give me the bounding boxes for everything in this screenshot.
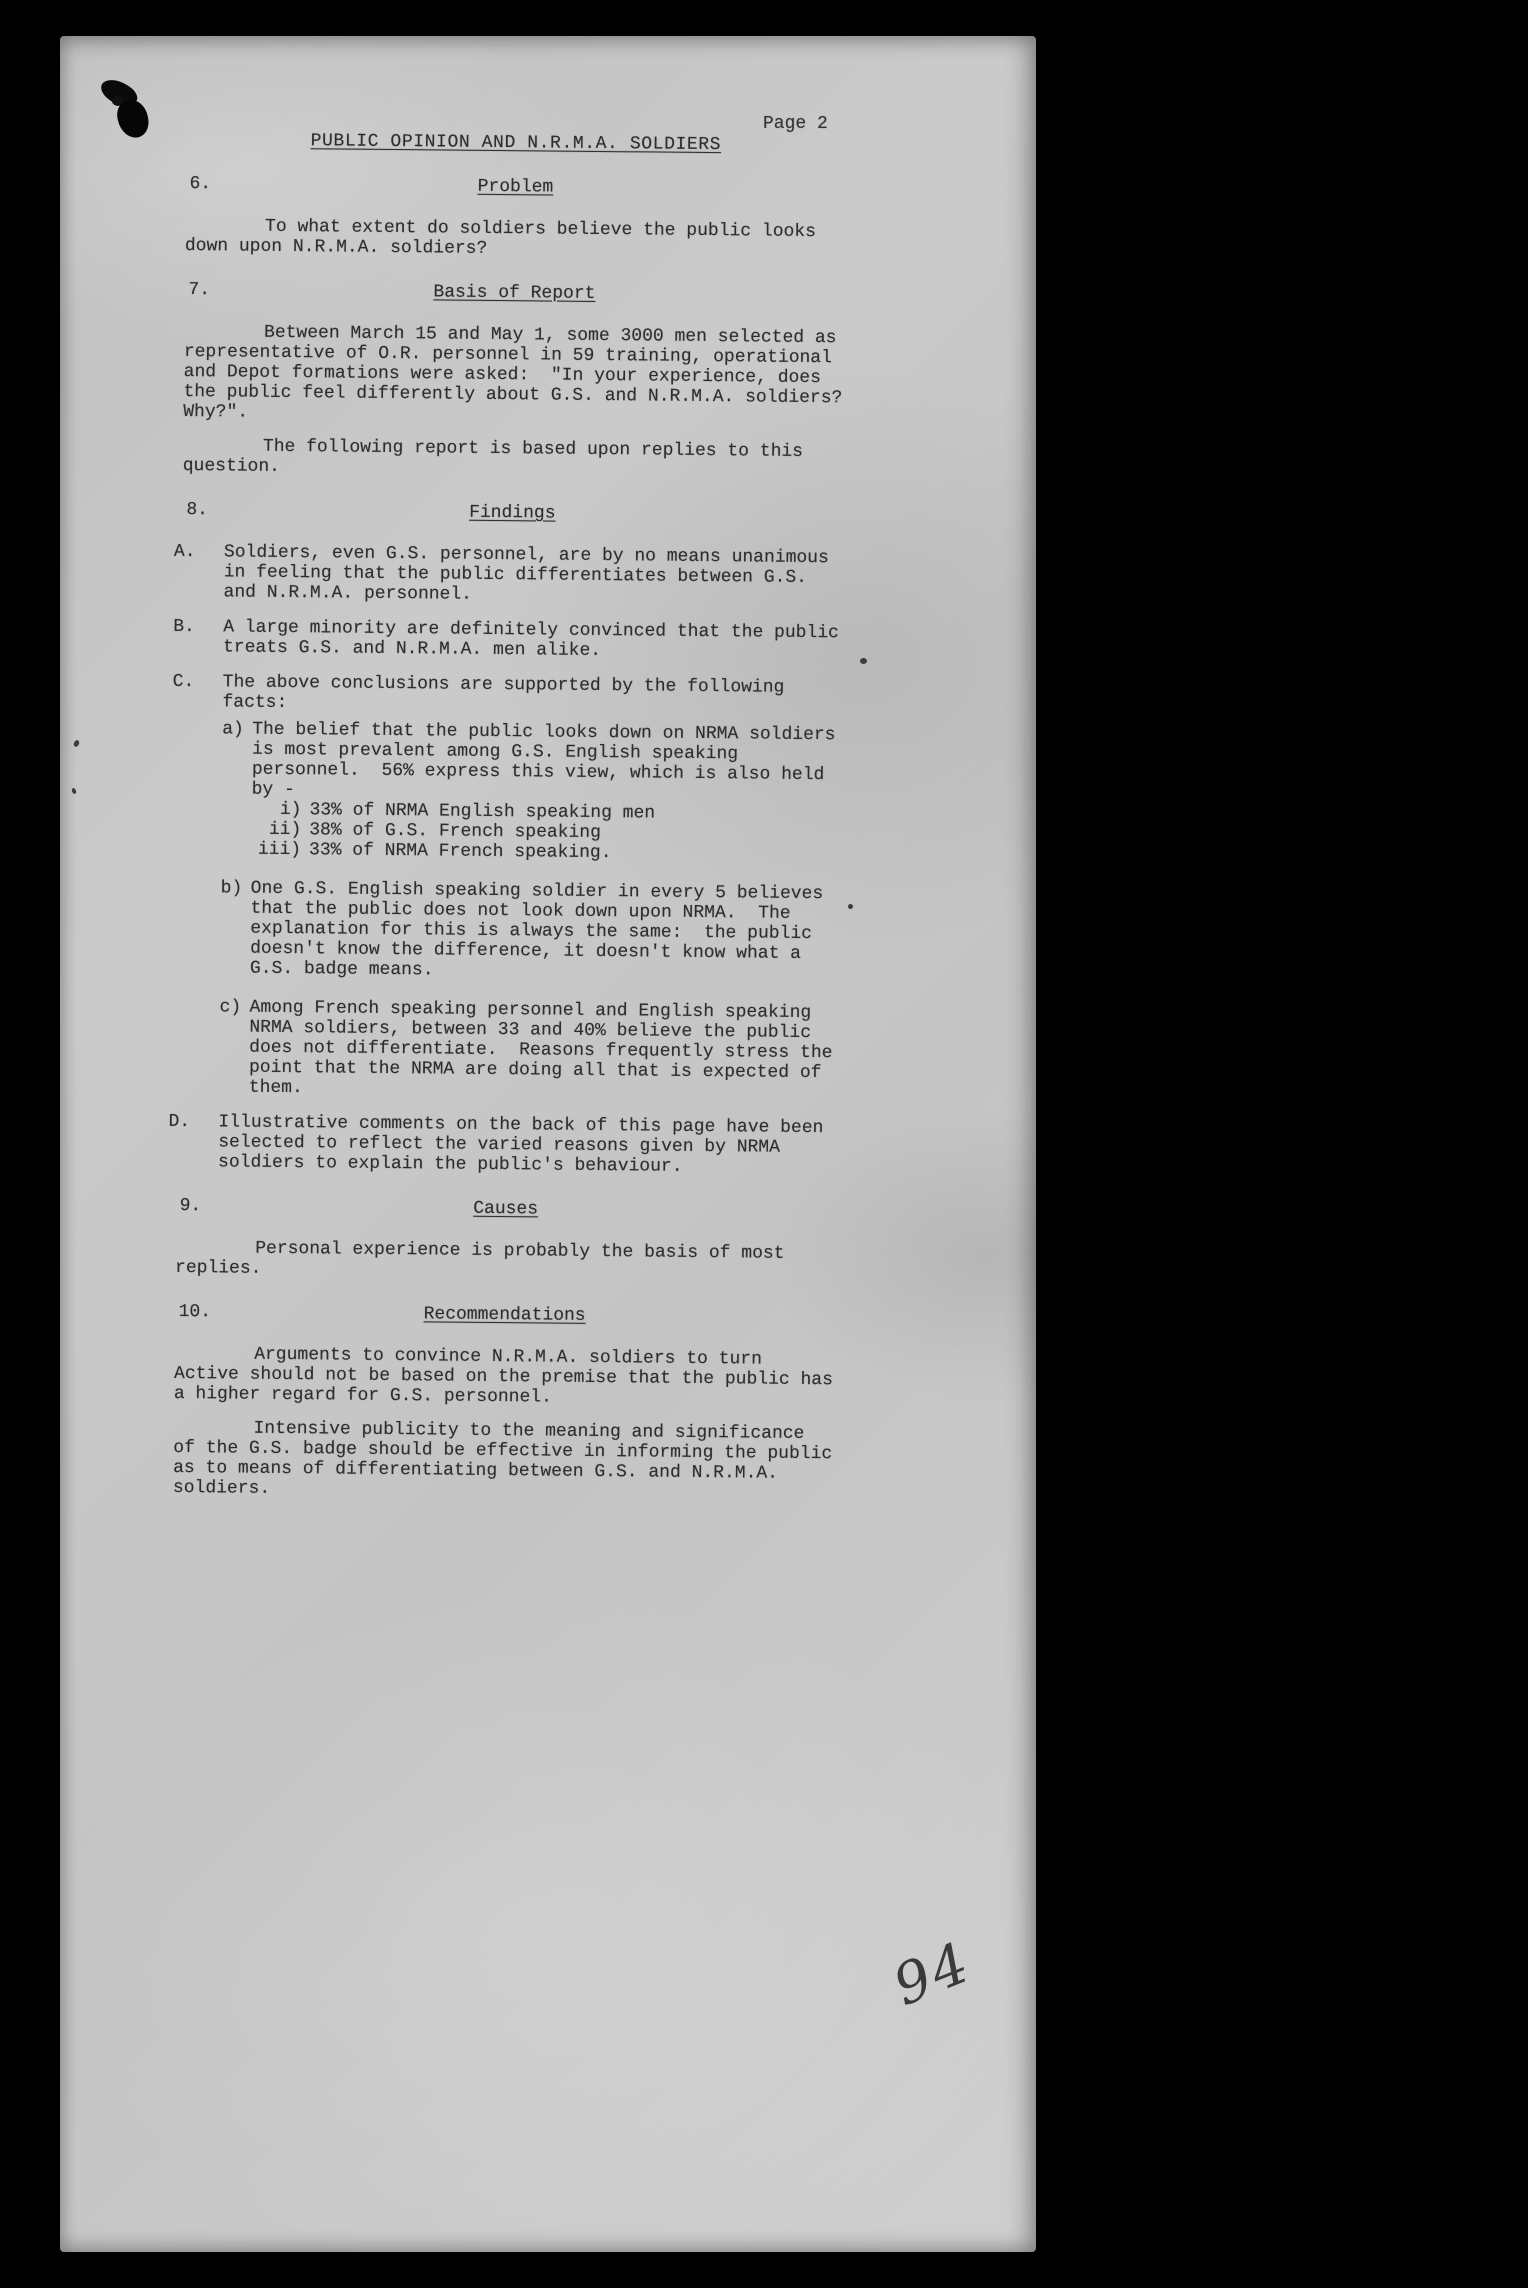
subitem-text: Among French speaking personnel and English speaking NRMA soldiers, between 33 and 40% believe the public does not differentiate. Reasons frequently stress the point that the NRMA are doing all that is expected of them. — [248, 997, 844, 1099]
finding-subitem-c — [219, 997, 844, 1103]
subitem-text: One G.S. English speaking soldier in every 5 believes that the public does not look down upon NRMA. The explanation for this is always the same: the public doesn't know the difference, it doesn't know what a G.S. badge means. — [249, 878, 835, 981]
ink-blot-part — [114, 97, 151, 140]
section-heading: Problem — [477, 176, 554, 198]
page-number: Page 2 — [763, 114, 828, 134]
document-content — [168, 130, 865, 1504]
finding-text: A large minority are definitely convinced that the public treats G.S. and N.R.M.A. men alike. — [222, 617, 850, 662]
subitem-text: The belief that the public looks down on NRMA soldiers is most prevalent among G.S. English speaking personnel. 56% express this view, which is also held by - — [251, 719, 847, 801]
speck — [860, 658, 867, 664]
subitem-label: a) — [222, 719, 244, 740]
point-list — [251, 800, 840, 866]
finding-item-c — [172, 671, 847, 1103]
speck — [73, 739, 80, 747]
section-heading-row — [185, 174, 845, 200]
section-number: 10. — [178, 1301, 212, 1323]
finding-label: A. — [173, 541, 196, 563]
finding-item-a — [173, 541, 842, 608]
section-heading: Recommendations — [423, 1304, 586, 1326]
paragraph: Personal experience is probably the basis of most replies. — [174, 1238, 796, 1279]
paragraph: Arguments to convince N.R.M.A. soldiers to turn Active should not be based on the premise that the public has a higher regard for G.S. personnel. — [173, 1344, 844, 1408]
point-text: 38% of G.S. French speaking — [309, 820, 602, 844]
section-number: 6. — [189, 174, 212, 195]
handwritten-note: 94 — [884, 1929, 981, 2020]
section-number: 9. — [179, 1195, 202, 1217]
section-heading-row — [175, 1302, 835, 1328]
finding-label: C. — [172, 671, 195, 693]
section-basis-of-report — [182, 280, 865, 482]
section-heading: Causes — [473, 1198, 539, 1220]
paragraph: The following report is based upon replies to this question. — [182, 436, 814, 477]
section-number: 7. — [188, 280, 211, 301]
point-label: iii) — [257, 839, 302, 861]
finding-text: Soldiers, even G.S. personnel, are by no means unanimous in feeling that the public differentiates between G.S. and N.R.M.A. personnel. — [223, 542, 840, 605]
section-heading: Findings — [469, 502, 556, 524]
speck — [848, 904, 853, 909]
point-text: 33% of NRMA English speaking men — [309, 800, 656, 824]
section-causes — [175, 1196, 836, 1284]
paragraph: Between March 15 and May 1, some 3000 men selected as representative of O.R. personnel in 59 training, operational and Depot formations were asked: "In your experience, does the public feel differently about G.S. and N.R.M.A. soldiers? Why?". — [183, 322, 865, 423]
finding-subitem-b — [220, 878, 839, 984]
ink-blot — [98, 78, 158, 148]
finding-item-d — [168, 1111, 837, 1178]
point-label: i) — [279, 799, 302, 821]
section-heading: Basis of Report — [433, 282, 596, 304]
section-heading-row — [182, 500, 842, 526]
point-item — [251, 840, 839, 866]
point-text: 33% of NRMA French speaking. — [308, 840, 612, 864]
finding-label: D. — [168, 1111, 191, 1133]
speck — [71, 787, 77, 794]
section-number: 8. — [186, 500, 209, 521]
point-label: ii) — [268, 819, 302, 841]
section-findings — [168, 500, 850, 1178]
section-heading-row — [176, 1196, 836, 1222]
finding-subitem-a — [221, 719, 847, 865]
finding-text: Illustrative comments on the back of this page have been selected to reflect the varied reasons given by NRMA soldiers to explain the public's behaviour. — [217, 1112, 835, 1177]
paragraph: To what extent do soldiers believe the public looks down upon N.R.M.A. soldiers? — [184, 216, 827, 259]
section-heading-row — [184, 280, 844, 306]
scanned-page — [60, 36, 1036, 2252]
finding-text: The above conclusions are supported by the following facts: — [222, 672, 796, 713]
findings-list — [168, 541, 850, 1178]
document-title: PUBLIC OPINION AND N.R.M.A. SOLDIERS — [310, 131, 722, 156]
section-recommendations — [172, 1301, 844, 1504]
paragraph: Intensive publicity to the meaning and significance of the G.S. badge should be effective in informing the public as to means of differentiating between G.S. and N.R.M.A. soldiers. — [172, 1418, 844, 1499]
finding-item-b — [173, 616, 850, 663]
subitem-label: c) — [219, 997, 242, 1018]
subitem-label: b) — [220, 878, 243, 899]
finding-label: B. — [173, 616, 195, 638]
section-problem — [185, 174, 846, 262]
